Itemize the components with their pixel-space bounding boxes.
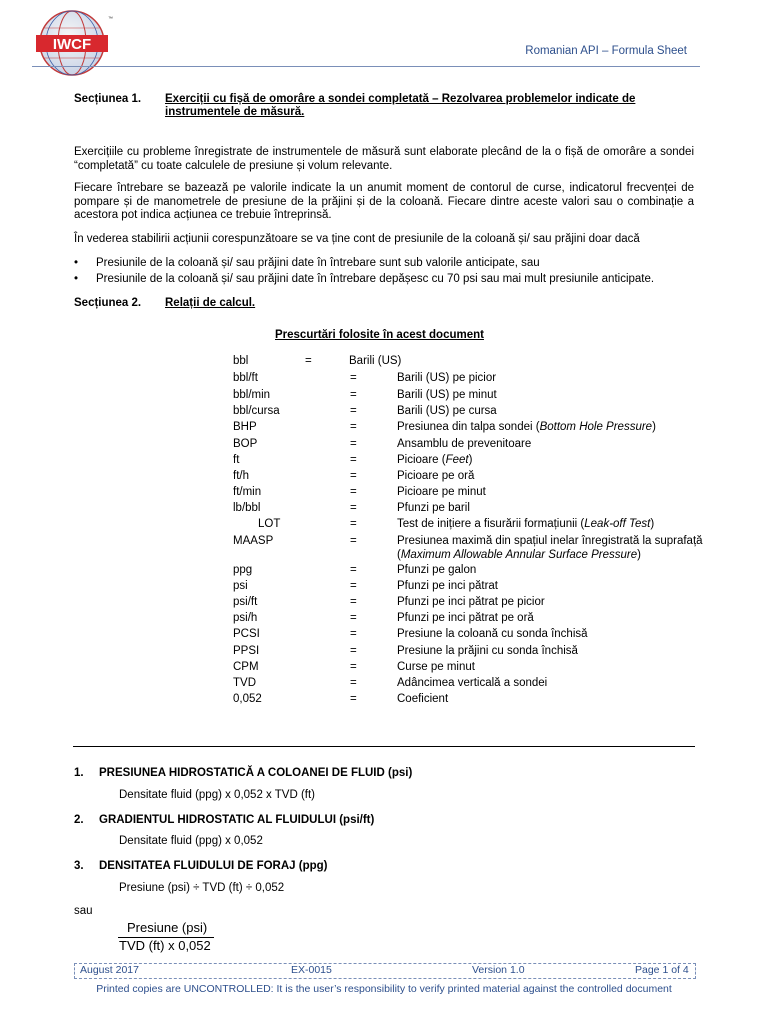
section-1-paragraph-1: Exercițiile cu probleme înregistrate de instrumentele de măsură sunt elaborate plecând de la o fișă de omorâre a sondei “completată” cu toate calculele de presiune și volum relevante.: [74, 146, 694, 172]
abbreviation-term: TVD: [233, 677, 256, 689]
abbreviation-equals: =: [350, 518, 357, 530]
abbreviation-definition: Test de inițiere a fisurării formațiunii (Leak-off Test): [397, 518, 655, 530]
abbreviation-definition: Picioare (Feet): [397, 454, 473, 466]
abbreviation-definition: Picioare pe minut: [397, 486, 486, 498]
abbreviation-equals: =: [350, 596, 357, 608]
abbreviation-equals: =: [350, 486, 357, 498]
fraction-denominator: TVD (ft) x 0,052: [119, 938, 211, 953]
abbreviation-equals: =: [305, 355, 312, 367]
bullet-item: [74, 273, 654, 287]
abbreviation-term: CPM: [233, 661, 259, 673]
abbreviation-term: PPSI: [233, 645, 260, 657]
abbreviation-definition: Barili (US) pe cursa: [397, 405, 497, 417]
abbreviations-heading: Prescurtări folosite în acest document: [275, 329, 484, 341]
footer-box: [74, 963, 696, 979]
section-2-title: Relații de calcul.: [165, 297, 256, 309]
abbreviation-equals: =: [350, 677, 357, 689]
abbreviation-definition: Adâncimea verticală a sondei: [397, 677, 548, 689]
abbreviation-equals: =: [350, 438, 357, 450]
footer-version: Version 1.0: [472, 964, 525, 976]
abbreviation-equals: =: [350, 405, 357, 417]
abbreviation-term: psi: [233, 580, 248, 592]
abbreviation-definition: Pfunzi pe inci pătrat pe picior: [397, 596, 545, 608]
abbreviation-term: ppg: [233, 564, 253, 576]
section-1-paragraph-2: Fiecare întrebare se bazează pe valorile indicate la un anumit moment de contorul de curse, indicatorul frecvenței de pompare și de manometrele de presiune de la prăjini și de la coloană. Fiecare dintre aceste valori sau o combinație a acestora pot indica acțiunea ce trebuie întreprinsă.: [74, 182, 694, 221]
abbreviation-definition: Presiune la prăjini cu sonda închisă: [397, 645, 578, 657]
abbreviation-equals: =: [350, 580, 357, 592]
abbreviation-definition: Barili (US) pe picior: [397, 372, 497, 384]
abbreviation-equals: =: [350, 628, 357, 640]
abbreviation-definition: Presiunea maximă din spațiul inelar înregistrată la suprafață (Maximum Allowable Annular Surface Pressure): [397, 535, 703, 561]
abbreviation-definition: Barili (US): [349, 355, 402, 367]
abbreviation-term: psi/h: [233, 612, 258, 624]
abbreviation-equals: =: [350, 535, 357, 547]
footer-uncontrolled-note: Printed copies are UNCONTROLLED: It is the user’s responsibility to verify printed material against the controlled document: [96, 983, 672, 995]
abbreviation-term: PCSI: [233, 628, 260, 640]
section-2-number: Secțiunea 2.: [74, 297, 142, 309]
abbreviation-definition: Pfunzi pe galon: [397, 564, 477, 576]
header-divider: [32, 66, 700, 67]
abbreviation-term: bbl/cursa: [233, 405, 280, 417]
abbreviation-definition: Coeficient: [397, 693, 449, 705]
abbreviation-term: psi/ft: [233, 596, 258, 608]
formula-body: Presiune (psi) ÷ TVD (ft) ÷ 0,052: [119, 882, 285, 894]
bullet-text: Presiunile de la coloană și/ sau prăjini date în întrebare depășesc cu 70 psi sau mai mult presiunile anticipate.: [96, 273, 655, 285]
abbreviation-equals: =: [350, 470, 357, 482]
section-1-title: Exerciții cu fișă de omorâre a sondei completată – Rezolvarea problemelor indicate de instrumentele de măsură.: [165, 93, 636, 118]
abbreviation-definition: Presiunea din talpa sondei (Bottom Hole Pressure): [397, 421, 656, 433]
abbreviation-equals: =: [350, 454, 357, 466]
abbreviation-equals: =: [350, 612, 357, 624]
abbreviation-term: ft/h: [233, 470, 249, 482]
formula-title: GRADIENTUL HIDROSTATIC AL FLUIDULUI (psi/ft): [99, 814, 375, 826]
footer-doc-code: EX-0015: [291, 964, 332, 976]
abbreviation-term: bbl/ft: [233, 372, 258, 384]
section-1-paragraph-3: În vederea stabilirii acțiunii corespunzătoare se va ține cont de presiunile de la coloană și/ sau prăjini doar dacă: [74, 233, 640, 245]
document-title: Romanian API – Formula Sheet: [525, 45, 687, 57]
fraction-numerator: Presiune (psi): [127, 920, 208, 935]
svg-text:IWCF: IWCF: [52, 36, 92, 53]
bullet-icon: •: [74, 257, 79, 269]
formula-number: 3.: [74, 860, 84, 872]
formula-body: Densitate fluid (ppg) x 0,052 x TVD (ft): [119, 789, 316, 801]
abbreviation-equals: =: [350, 564, 357, 576]
abbreviation-term: ft: [233, 454, 240, 466]
abbreviation-term: ft/min: [233, 486, 262, 498]
bullet-text: Presiunile de la coloană și/ sau prăjini date în întrebare sunt sub valorile anticipate, sau: [96, 257, 540, 269]
section-1-number: Secțiunea 1.: [74, 93, 142, 105]
iwcf-logo: [32, 8, 124, 78]
abbreviation-term: BHP: [233, 421, 257, 433]
formula-body: Densitate fluid (ppg) x 0,052: [119, 835, 263, 847]
footer-page-number: Page 1 of 4: [635, 964, 689, 976]
formula-number: 2.: [74, 814, 84, 826]
bullet-item: [74, 257, 540, 271]
abbreviation-equals: =: [350, 372, 357, 384]
formula-number: 1.: [74, 767, 84, 779]
abbreviation-term: bbl/min: [233, 389, 271, 401]
formula-title: DENSITATEA FLUIDULUI DE FORAJ (ppg): [99, 860, 328, 872]
abbreviation-term: bbl: [233, 355, 249, 367]
formula-title: PRESIUNEA HIDROSTATICĂ A COLOANEI DE FLUID (psi): [99, 767, 413, 779]
abbreviation-term: 0,052: [233, 693, 262, 705]
abbreviation-term: lb/bbl: [233, 502, 261, 514]
abbreviation-equals: =: [350, 389, 357, 401]
abbreviation-term: LOT: [258, 518, 281, 530]
abbreviation-definition: Picioare pe oră: [397, 470, 475, 482]
abbreviation-definition: Pfunzi pe inci pătrat pe oră: [397, 612, 534, 624]
abbreviation-definition: Curse pe minut: [397, 661, 475, 673]
abbreviation-equals: =: [350, 661, 357, 673]
abbreviation-definition: Barili (US) pe minut: [397, 389, 497, 401]
footer-date: August 2017: [80, 964, 139, 976]
abbreviation-term: MAASP: [233, 535, 274, 547]
svg-text:™: ™: [108, 16, 113, 22]
abbreviation-equals: =: [350, 693, 357, 705]
section-divider: [73, 746, 695, 747]
abbreviation-definition: Pfunzi pe baril: [397, 502, 470, 514]
abbreviation-equals: =: [350, 421, 357, 433]
alternative-label: sau: [74, 905, 93, 917]
abbreviation-equals: =: [350, 502, 357, 514]
abbreviation-definition: Ansamblu de prevenitoare: [397, 438, 532, 450]
abbreviation-equals: =: [350, 645, 357, 657]
abbreviation-term: BOP: [233, 438, 258, 450]
abbreviation-definition: Presiune la coloană cu sonda închisă: [397, 628, 588, 640]
abbreviation-definition: Pfunzi pe inci pătrat: [397, 580, 499, 592]
bullet-icon: •: [74, 273, 79, 285]
